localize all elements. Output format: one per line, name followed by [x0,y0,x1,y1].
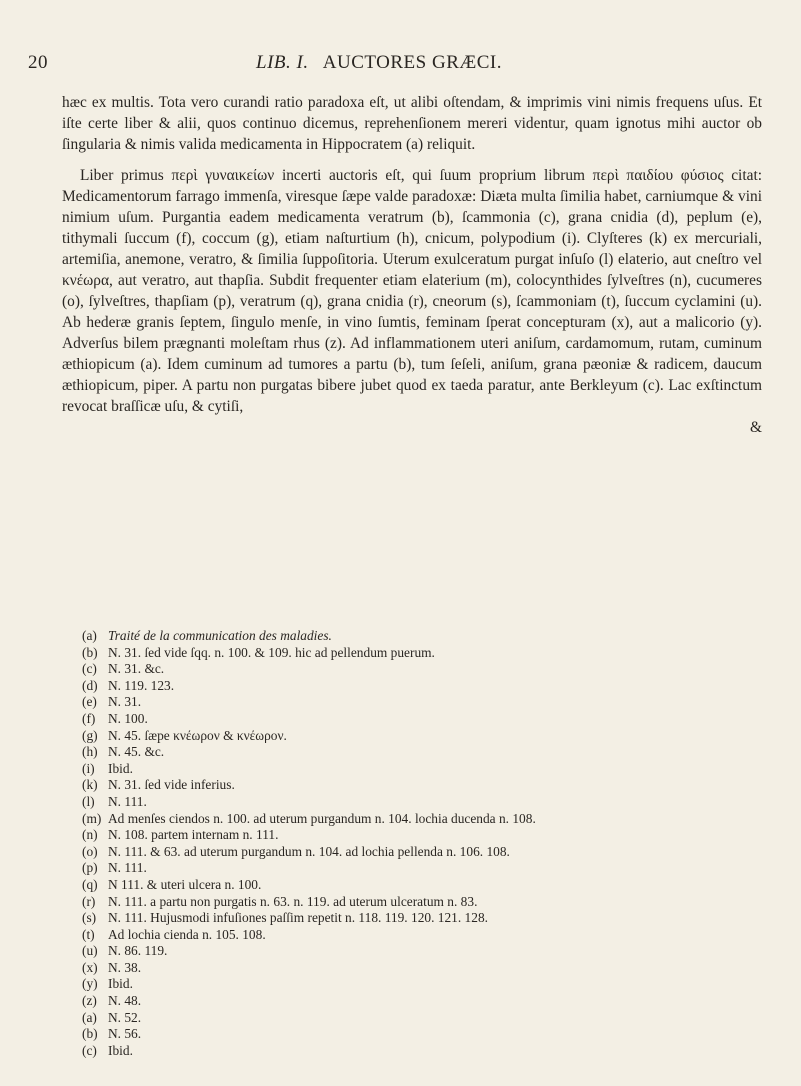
footnote: (o) N. 111. & 63. ad uterum purgandum n. 104. ad lochia pellenda n. 106. 108. [82,843,510,859]
footnote: (l) N. 111. [82,793,147,809]
footnote: (p) N. 111. [82,860,147,876]
footnote: (i) Ibid. [82,760,133,776]
footnote: (a) Traité de la communication des maladies. [82,628,332,643]
footnote: (z) N. 48. [82,993,142,1009]
footnote: (b) N. 31. ſed vide ſqq. n. 100. & 109. hic ad pellendum puerum. [82,644,435,660]
footnote: (y) Ibid. [82,976,133,992]
footnote: (x) N. 38. [82,959,142,975]
book-label: LIB. I. [256,52,309,73]
footnote: (s) N. 111. Hujusmodi infuſiones paſſim repetit n. 118. 119. 120. 121. 128. [82,910,488,926]
paragraph-continuation: hæc ex multis. Tota vero curandi ratio paradoxa eſt, ut alibi oſtendam, & imprimis vini nimis frequens uſus. Et iſte certe liber & alii, quos continuo dicemus, reprehenſionem mereri videntur, quam ignotus mihi auctor ob ſingularia & nimis valida medicamenta in Hippocratem (a) reliquit. [62,94,762,153]
footnote: (e) N. 31. [82,694,142,710]
running-title [256,52,502,74]
footnote: (a) N. 52. [82,1009,142,1025]
footnote: (k) N. 31. ſed vide inferius. [82,777,235,793]
footnote: (m) Ad menſes ciendos n. 100. ad uterum purgandum n. 104. lochia ducenda n. 108. [82,810,536,826]
catchword: & [750,419,762,436]
section-title: AUCTORES GRÆCI. [322,52,503,73]
paragraph-liber-primus: Liber primus περὶ γυναικείων incerti auctoris eſt, qui ſuum proprium librum περὶ παιδίου φύσιος citat: Medicamentorum farrago immenſa, viresque ſæpe valde paradoxæ: Diæta multa ſimilia habet, carniumque & vini nimium uſum. Purgantia eadem medicamenta veratrum (b), ſcammonia (c), grana cnidia (d), peplum (e), tithymali ſuccum (f), coccum (g), etiam naſturtium (h), cnicum, polypodium (i). Clyſteres (k) ex mercuriali, artemiſia, anemone, veratro, & ſimilia ſuppoſitoria. Uterum exulceratum purgat inſuſo (l) elaterio, aut cneſtro vel κνέωρα, aut veratro, aut thapſia. Subdit frequenter etiam elaterium (m), colocynthides ſylveſtres (n), cucumeres (o), ſylveſtres, thapſiam (p), veratrum (q), grana cnidia (r), cneorum (s), ſcammoniam (t), ſuccum cyclamini (u). Ab hederæ granis ſeptem, ſingulo menſe, in vino ſumtis, feminam ſperat concepturam (x), aut a malicorio (y). Adverſus bilem prægnanti moleſtam rhus (z). Ad inflammationem uteri aniſum, cardamomum, rutam, cuminum æthiopicum (a). Idem cuminum ad tumores a partu (b), tum ſeſeli, aniſum, grana pæoniæ & radicem, daucum æthiopicum, piper. A partu non purgatas bibere jubet quod ex taeda paratur, ante Berkleyum (c). Lac exſtinctum revocat braſſicæ uſu, & cytiſi, [62,167,762,415]
main-text [62,92,762,438]
footnotes [82,628,772,1059]
footnote: (g) N. 45. ſæpe κνέωρον & κνέωρον. [82,727,287,743]
footnote: (c) Ibid. [82,1042,133,1058]
footnote: (q) N 111. & uteri ulcera n. 100. [82,876,262,892]
footnote: (n) N. 108. partem internam n. 111. [82,827,279,843]
footnote: (b) N. 56. [82,1026,142,1042]
footnote: (h) N. 45. &c. [82,744,165,760]
running-header [28,52,768,78]
footnote: (r) N. 111. a partu non purgatis n. 63. n. 119. ad uterum ulceratum n. 83. [82,893,478,909]
footnote: (u) N. 86. 119. [82,943,168,959]
footnote: (d) N. 119. 123. [82,677,175,693]
page-number: 20 [28,52,48,73]
footnote: (c) N. 31. &c. [82,661,165,677]
footnote: (t) Ad lochia cienda n. 105. 108. [82,926,266,942]
footnote: (f) N. 100. [82,710,148,726]
